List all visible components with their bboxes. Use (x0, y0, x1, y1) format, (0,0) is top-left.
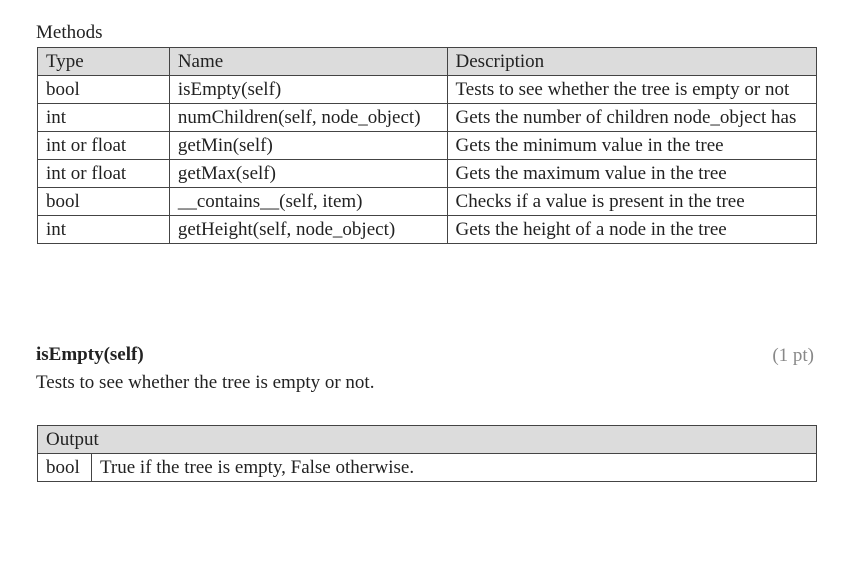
points-label: (1 pt) (772, 345, 814, 366)
row-type: bool (38, 188, 170, 216)
row-name: getHeight(self, node_object) (169, 216, 447, 244)
output-type: bool (38, 454, 92, 482)
output-description: True if the tree is empty, False otherwise. (91, 454, 816, 482)
section-title: isEmpty(self) (36, 344, 144, 365)
table-row (38, 132, 817, 160)
row-name: isEmpty(self) (169, 76, 447, 104)
row-name: getMax(self) (169, 160, 447, 188)
header-description: Description (447, 48, 816, 76)
row-name: getMin(self) (169, 132, 447, 160)
table-row (38, 160, 817, 188)
row-description: Checks if a value is present in the tree (447, 188, 816, 216)
table-row (38, 104, 817, 132)
row-name: __contains__(self, item) (169, 188, 447, 216)
section-description: Tests to see whether the tree is empty or not. (36, 372, 375, 393)
header-name: Name (169, 48, 447, 76)
table-row (38, 454, 817, 482)
row-description: Gets the minimum value in the tree (447, 132, 816, 160)
row-type: int (38, 216, 170, 244)
methods-header-row (38, 48, 817, 76)
table-row (38, 188, 817, 216)
methods-table (37, 47, 817, 244)
table-row (38, 216, 817, 244)
row-type: int or float (38, 160, 170, 188)
row-description: Gets the height of a node in the tree (447, 216, 816, 244)
row-name: numChildren(self, node_object) (169, 104, 447, 132)
table-row (38, 76, 817, 104)
methods-caption: Methods (36, 22, 103, 43)
output-header: Output (38, 426, 817, 454)
row-description: Tests to see whether the tree is empty or not (447, 76, 816, 104)
output-header-row (38, 426, 817, 454)
header-type: Type (38, 48, 170, 76)
row-type: bool (38, 76, 170, 104)
row-type: int (38, 104, 170, 132)
row-description: Gets the maximum value in the tree (447, 160, 816, 188)
row-description: Gets the number of children node_object has (447, 104, 816, 132)
row-type: int or float (38, 132, 170, 160)
output-table (37, 425, 817, 482)
